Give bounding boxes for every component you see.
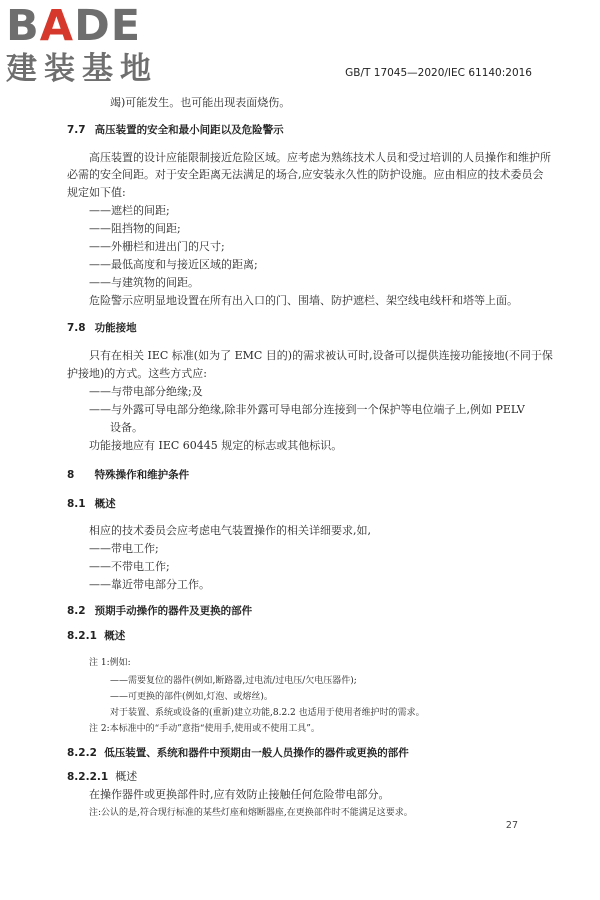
page-number: 27 [505, 820, 518, 831]
note-text: 对于装置、系统或设备的(重新)建立功能,8.2.2 也适用于使用者维护时的需求。 [110, 708, 425, 718]
list-item: ——阻挡物的间距; [89, 222, 181, 235]
section-number: 8.2.2 [67, 747, 97, 759]
paragraph-line: 规定如下值: [67, 186, 126, 199]
list-item: ——不带电工作; [89, 560, 170, 573]
section-number: 8.2.1 [67, 630, 97, 642]
list-item: ——与带电部分绝缘;及 [89, 385, 203, 398]
section-number: 8.2 [67, 605, 86, 617]
paragraph-line: 相应的技术委员会应考虑电气装置操作的相关详细要求,如, [89, 524, 371, 537]
list-item: ——与外露可导电部分绝缘,除非外露可导电部分连接到一个保护等电位端子上,例如 PELV [89, 403, 525, 416]
paragraph-line: 功能接地应有 IEC 60445 规定的标志或其他标识。 [89, 439, 343, 452]
section-title: 概述 [104, 630, 126, 642]
section-number: 7.7 [67, 124, 86, 136]
section-8-2-2-1-heading [67, 770, 137, 784]
section-title: 概述 [115, 770, 138, 783]
section-number: 8 [67, 469, 75, 481]
list-item: ——带电工作; [89, 542, 159, 555]
section-number: 8.2.2.1 [67, 771, 109, 783]
section-number: 8.1 [67, 498, 86, 510]
section-number: 7.8 [67, 322, 86, 334]
logo-wordmark: BADE [6, 1, 142, 51]
section-8-1-heading [67, 497, 116, 511]
list-item: ——靠近带电部分工作。 [89, 578, 210, 591]
section-title: 预期手动操作的器件及更换的部件 [94, 605, 253, 617]
logo-subtitle: 建装基地 [6, 51, 158, 87]
paragraph-line: 高压装置的设计应能限制接近危险区域。应考虑为熟练技术人员和受过培训的人员操作和维护所 [89, 151, 551, 164]
note-item: ——需要复位的器件(例如,断路器,过电流/过电压/欠电压器件); [110, 676, 357, 686]
paragraph-line: 只有在相关 IEC 标准(如为了 EMC 目的)的需求被认可时,设备可以提供连接功能接地(不同于保 [89, 349, 553, 362]
standard-number: GB/T 17045—2020/IEC 61140:2016 [345, 67, 532, 79]
paragraph-line: 护接地)的方式。这些方式应: [67, 367, 207, 380]
list-item: ——外栅栏和进出门的尺寸; [89, 240, 225, 253]
section-8-2-1-heading [67, 629, 125, 643]
note-label: 注 1:例如: [89, 658, 131, 668]
note-text: 注:公认的是,符合现行标准的某些灯座和熔断器座,在更换部件时不能满足这要求。 [89, 808, 413, 818]
section-title: 功能接地 [94, 322, 137, 334]
note-text: 注 2:本标准中的“手动”意指“使用手,使用或不使用工具”。 [89, 724, 320, 734]
bade-logo [6, 1, 176, 88]
paragraph-line: 必需的安全间距。对于安全距离无法满足的场合,应安装永久性的防护设施。应由相应的技术委员会 [67, 168, 544, 181]
section-7-8-heading [67, 321, 137, 335]
section-8-heading [67, 468, 189, 482]
list-item: ——与建筑物的间距。 [89, 276, 199, 289]
section-title: 特殊操作和维护条件 [94, 469, 190, 481]
continuation-line: 竭)可能发生。也可能出现表面烧伤。 [110, 96, 291, 109]
paragraph-line: 危险警示应明显地设置在所有出入口的门、围墙、防护遮栏、架空线电线杆和塔等上面。 [89, 294, 518, 307]
section-8-2-heading [67, 604, 252, 618]
list-item: ——遮栏的间距; [89, 204, 170, 217]
section-title: 概述 [94, 498, 116, 510]
section-7-7-heading [67, 123, 284, 137]
note-item: ——可更换的部件(例如,灯泡、或熔丝)。 [110, 692, 273, 702]
section-8-2-2-heading [67, 746, 409, 760]
list-item: ——最低高度和与接近区域的距离; [89, 258, 258, 271]
paragraph-line: 在操作器件或更换部件时,应有效防止接触任何危险带电部分。 [89, 788, 390, 801]
list-item-continuation: 设备。 [110, 421, 143, 434]
section-title: 低压装置、系统和器件中预期由一般人员操作的器件或更换的部件 [104, 747, 409, 759]
section-title: 高压装置的安全和最小间距以及危险警示 [94, 124, 284, 136]
